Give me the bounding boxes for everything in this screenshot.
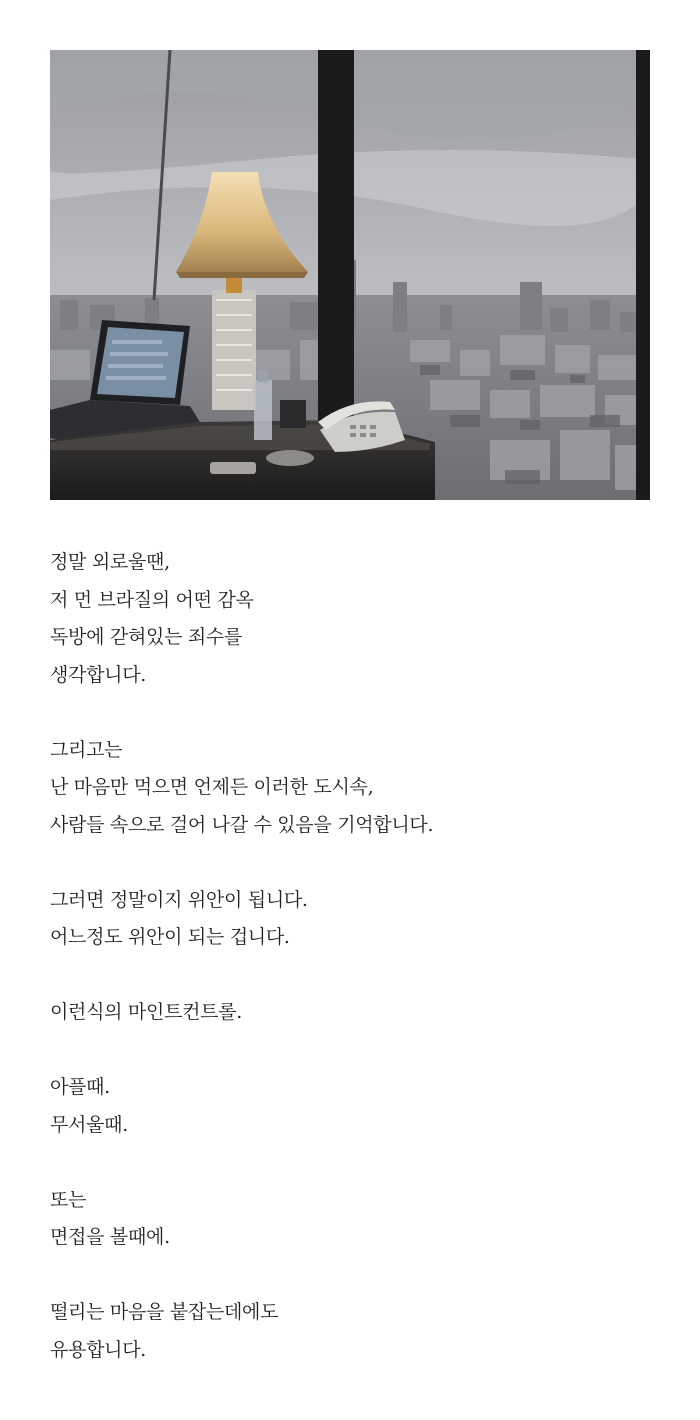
paragraph-gap — [50, 1032, 670, 1070]
text-line: 사람들 속으로 걸어 나갈 수 있음을 기억합니다. — [50, 813, 434, 836]
paragraph-gap — [50, 1257, 670, 1295]
text-line: 면접을 볼때에. — [50, 1226, 170, 1248]
text-line: 그러면 정말이지 위안이 됩니다. — [50, 888, 308, 911]
text-line: 독방에 갇혀있는 죄수를 — [50, 626, 243, 648]
paragraph — [50, 1294, 670, 1369]
text-line: 유용합니다. — [50, 1338, 147, 1361]
paragraph — [50, 1182, 670, 1257]
paragraph — [50, 732, 670, 845]
paragraph — [50, 1069, 670, 1144]
photo-illustration — [50, 50, 650, 500]
paragraph — [50, 882, 670, 957]
text-line: 무서울때. — [50, 1113, 128, 1136]
text-line: 그리고는 — [50, 738, 123, 761]
text-line: 난 마음만 먹으면 언제든 이러한 도시속, — [50, 776, 374, 798]
paragraph — [50, 544, 670, 694]
text-line: 생각합니다. — [50, 663, 147, 686]
essay-text — [50, 544, 670, 1369]
paragraph-gap — [50, 957, 670, 995]
text-line: 어느정도 위안이 되는 겁니다. — [50, 926, 290, 948]
text-line: 정말 외로울땐, — [50, 551, 170, 573]
text-line: 이런식의 마인트컨트롤. — [50, 1001, 243, 1023]
city-view-photo — [50, 50, 650, 500]
text-line: 떨리는 마음을 붙잡는데에도 — [50, 1301, 279, 1323]
paragraph-gap — [50, 1144, 670, 1182]
paragraph-gap — [50, 844, 670, 882]
paragraph — [50, 994, 670, 1032]
text-line: 아플때. — [50, 1076, 110, 1098]
text-line: 저 먼 브라질의 어떤 감옥 — [50, 588, 254, 611]
paragraph-gap — [50, 694, 670, 732]
text-line: 또는 — [50, 1188, 87, 1211]
